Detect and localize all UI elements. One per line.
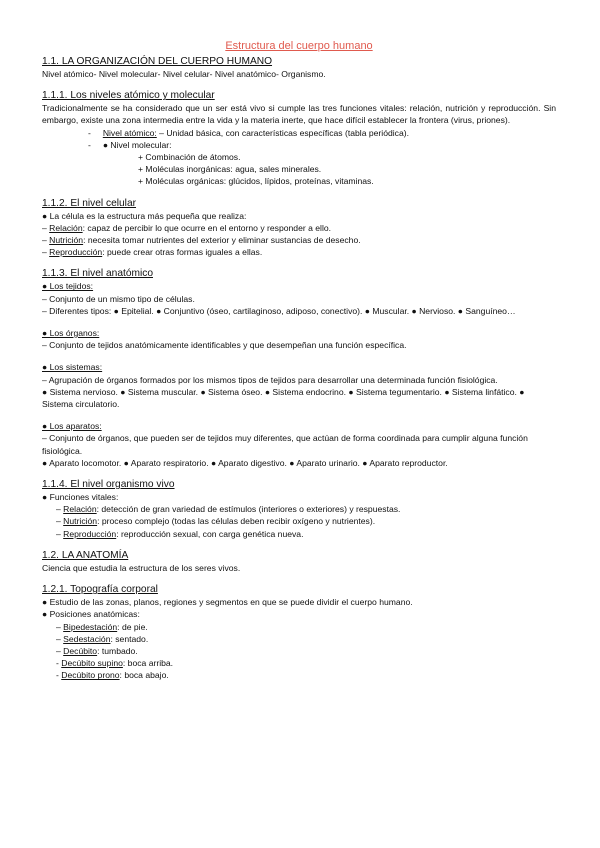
- vital-function-item: – Reproducción: reproducción sexual, con carga genética nueva.: [56, 528, 304, 539]
- heading-1-1: 1.1. LA ORGANIZACIÓN DEL CUERPO HUMANO: [42, 56, 273, 67]
- organs-label: ● Los órganos:: [42, 328, 100, 339]
- vital-function-item: – Nutrición: proceso complejo (todas las células deben recibir oxígeno y nutrientes).: [56, 516, 376, 527]
- heading-1-2: 1.2. LA ANATOMÍA: [42, 549, 129, 561]
- intro-paragraph: Tradicionalmente se ha considerado que un ser está vivo si cumple las tres funciones vitales: relación, nutrición y reproducción. Sin embargo, existe una zona intermedia entre la vida y la materia inerte, que hace difícil establecer la frontera (virus, priones).: [42, 103, 556, 126]
- heading-1-1-2: 1.1.2. El nivel celular: [42, 197, 137, 209]
- position-item: - Decúbito prono: boca abajo.: [56, 670, 169, 681]
- molecular-item: + Moléculas inorgánicas: agua, sales minerales.: [138, 164, 322, 175]
- position-item: - Decúbito supino: boca arriba.: [56, 658, 174, 669]
- apparatus-label: ● Los aparatos:: [42, 421, 102, 432]
- position-item: – Decúbito: tumbado.: [56, 645, 138, 656]
- systems-list: ● Sistema nervioso. ● Sistema muscular. ● Sistema óseo. ● Sistema endocrino. ● Sistema tegumentario. ● Sistema linfático. ● Sistema circulatorio.: [42, 386, 525, 410]
- cell-function-item: – Reproducción: puede crear otras formas iguales a ellas.: [42, 247, 263, 258]
- cell-intro: ● La célula es la estructura más pequeña que realiza:: [42, 210, 247, 221]
- systems-label: ● Los sistemas:: [42, 362, 103, 373]
- molecular-level-line: - ● Nivel molecular:: [88, 139, 172, 150]
- atomic-level-def: – Unidad básica, con características específicas (tabla periódica).: [156, 127, 409, 138]
- tissues-types: – Diferentes tipos: ● Epitelial. ● Conjuntivo (óseo, cartilaginoso, adiposo, conectivo). ● Muscular. ● Nervioso. ● Sanguíneo…: [42, 305, 516, 316]
- vital-function-item: – Relación: detección de gran variedad de estímulos (interiores o exteriores) y respuestas.: [56, 504, 401, 515]
- atomic-level-line: - Nivel atómico: – Unidad básica, con características específicas (tabla periódica).: [88, 127, 409, 138]
- heading-1-2-1: 1.2.1. Topografía corporal: [42, 584, 158, 596]
- systems-line: – Agrupación de órganos formados por los mismos tipos de tejidos para desarrollar una determinada función fisiológica.: [42, 374, 498, 385]
- positions-label: ● Posiciones anatómicas:: [42, 609, 140, 620]
- atomic-level-term: Nivel atómico:: [102, 127, 157, 138]
- anatomy-definition: Ciencia que estudia la estructura de los seres vivos.: [42, 562, 241, 573]
- organs-line: – Conjunto de tejidos anatómicamente identificables y que desempeñan una función específica.: [42, 340, 407, 351]
- molecular-item: + Combinación de átomos.: [138, 152, 241, 163]
- apparatus-list: ● Aparato locomotor. ● Aparato respiratorio. ● Aparato digestivo. ● Aparato urinario. ● Aparato reproductor.: [42, 457, 448, 468]
- heading-1-1-1: 1.1.1. Los niveles atómico y molecular: [42, 90, 215, 102]
- tissues-label: ● Los tejidos:: [42, 281, 94, 292]
- apparatus-line: – Conjunto de órganos, que pueden ser de tejidos muy diferentes, que actúan de forma coordinada para cumplir alguna función fisiológica.: [42, 433, 528, 456]
- molecular-level-label: ● Nivel molecular:: [102, 139, 172, 150]
- vital-functions-label: ● Funciones vitales:: [42, 492, 119, 503]
- molecular-item: + Moléculas orgánicas: glúcidos, lípidos, proteínas, vitaminas.: [138, 176, 374, 187]
- position-item: – Sedestación: sentado.: [56, 633, 149, 644]
- heading-1-1-4: 1.1.4. El nivel organismo vivo: [42, 479, 175, 491]
- tissues-line: – Conjunto de un mismo tipo de células.: [42, 293, 195, 304]
- document-title: Estructura del cuerpo humano: [225, 40, 373, 52]
- cell-function-item: – Relación: capaz de percibir lo que ocurre en el entorno y responder a ello.: [42, 222, 332, 233]
- cell-function-item: – Nutrición: necesita tomar nutrientes del exterior y eliminar sustancias de desecho.: [42, 235, 361, 246]
- position-item: – Bipedestación: de pie.: [56, 621, 148, 632]
- levels-line: Nivel atómico- Nivel molecular- Nivel celular- Nivel anatómico- Organismo.: [42, 69, 326, 79]
- topography-line: ● Estudio de las zonas, planos, regiones y segmentos en que se puede dividir el cuerpo humano.: [42, 597, 413, 608]
- heading-1-1-3: 1.1.3. El nivel anatómico: [42, 268, 153, 280]
